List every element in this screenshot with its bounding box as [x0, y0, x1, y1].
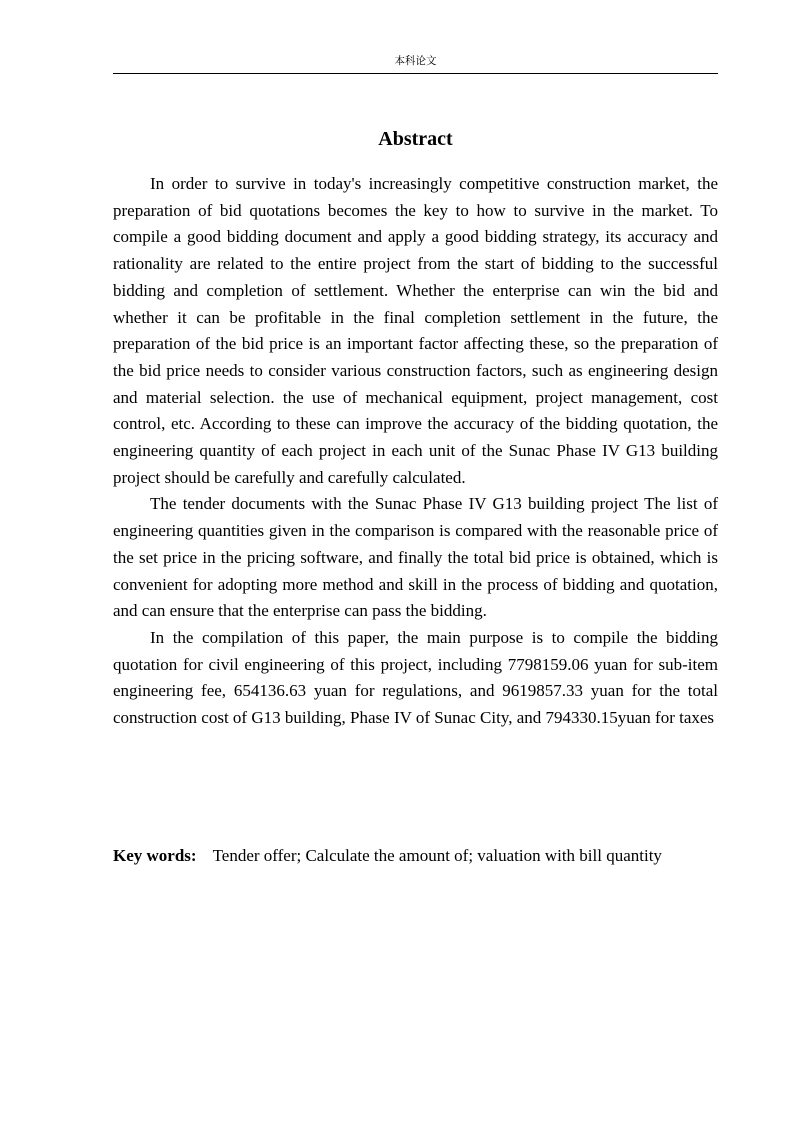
abstract-paragraph-1: In order to survive in today's increasingly competitive construction market, the preparation of bid quotations becomes the key to how to survive in the market. To compile a good bidding document and apply a good bidding strategy, its accuracy and rationality are related to the entire project from the start of bidding to the successful bidding and completion of settlement. Whether the enterprise can win the bid and whether it can be profitable in the final completion settlement in the future, the preparation of the bid price is an important factor affecting these, so the preparation of the bid price needs to consider various construction factors, such as engineering design and material selection. the use of mechanical equipment, project management, cost control, etc. According to these can improve the accuracy of the bidding quotation, the engineering quantity of each project in each unit of the Sunac Phase IV G13 building project should be carefully and carefully calculated. — [113, 174, 718, 487]
header-rule — [113, 73, 718, 74]
keywords-text: Tender offer; Calculate the amount of; valuation with bill quantity — [212, 846, 662, 865]
keywords-label: Key words: — [113, 846, 197, 865]
abstract-body — [113, 171, 718, 732]
abstract-paragraph-2: The tender documents with the Sunac Phase IV G13 building project The list of engineering quantities given in the comparison is compared with the reasonable price of the set price in the pricing software, and finally the total bid price is obtained, which is convenient for adopting more method and skill in the process of bidding and quotation, and can ensure that the enterprise can pass the bidding. — [113, 494, 718, 621]
keywords-line — [113, 843, 718, 869]
abstract-title: Abstract — [378, 128, 453, 150]
abstract-paragraph-3: In the compilation of this paper, the main purpose is to compile the bidding quotation for civil engineering of this project, including 7798159.06 yuan for sub-item engineering fee, 654136.63 yuan for regulations, and 9619857.33 yuan for the total construction cost of G13 building, Phase IV of Sunac City, and 794330.15yuan for taxes — [113, 627, 718, 728]
running-header: 本科论文 — [394, 55, 437, 67]
